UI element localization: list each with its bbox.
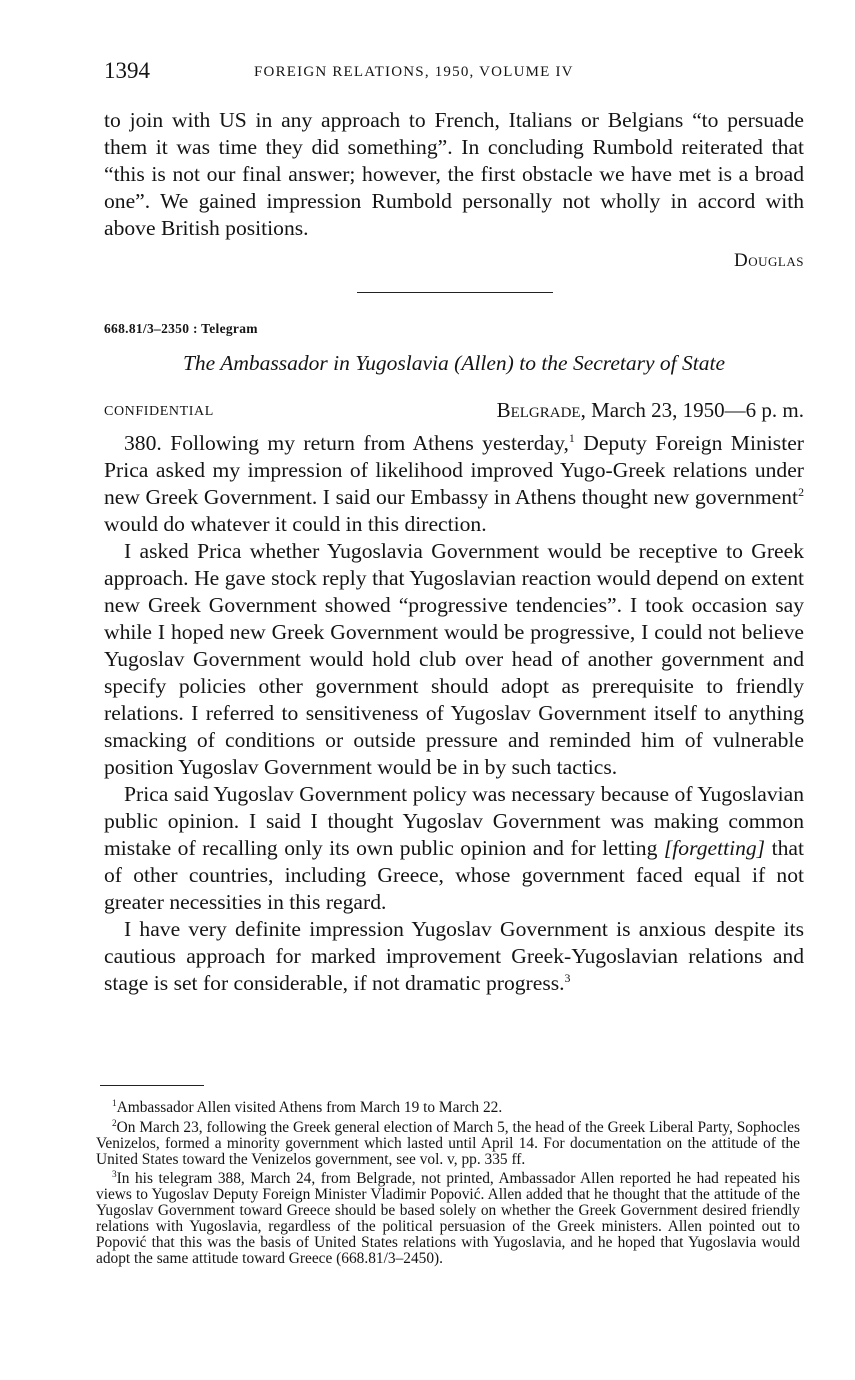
document-title: The Ambassador in Yugoslavia (Allen) to the Secretary of State [182,351,726,375]
file-number: 668.81/3–2350 : Telegram [104,321,258,336]
telegram-body [104,430,804,997]
footnote [96,1167,800,1266]
paragraph-3-text-a: Prica said Yugoslav Government policy was necessary because of Yugoslavian public opinion. I said I thought Yugoslav Government was making common mistake of recalling only its own public opinion and for letting [104,782,804,860]
page-number: 1394 [104,58,150,83]
paragraph-1-text-b: Deputy Foreign Minister Prica asked my impression of likelihood improved Yugo-Greek relations under new Greek Government. I said our Embassy in Athens thought new government [104,431,804,509]
footnote [96,1116,800,1168]
footnote-ref-2: 2 [798,484,804,499]
paragraph-1-text-c: would do whatever it could in this direction. [104,512,487,536]
footnote-marker: 2 [112,1117,117,1128]
footnote-marker: 3 [112,1169,117,1180]
editorial-insertion: [forgetting] [663,836,766,860]
paragraph-2: I asked Prica whether Yugoslavia Government would be receptive to Greek approach. He gave stock reply that Yugoslavian reaction would depend on extent new Greek Government showed “progressive tendencies”. I took occasion say while I hoped new Greek Government would be progressive, I could not believe Yugoslav Government would hold club over head of another government and specify policies other government should adopt as prerequisite to friendly relations. I referred to sensitiveness of Yugoslav Government itself to anything smacking of conditions or outside pressure and reminded him of vulnerable position Yugoslav Government would be in by such tactics. [104,539,804,779]
dateline-place: Belgrade, [496,398,586,422]
footnote [96,1096,800,1116]
footnote-text: In his telegram 388, March 24, from Belgrade, not printed, Ambassador Allen reported he had repeated his views to Yugoslav Deputy Foreign Minister Vladimir Popović. Allen added that he thought that the attitude of the Yugoslav Government toward Greece should be based solely on whether the Greek Government desired friendly relations with Yugoslavia, regardless of the political persuasion of the Greek ministers. Allen pointed out to Popović that this was the basis of United States relations with Yugoslavia, and he hoped that Yugoslavia would adopt the same attitude toward Greece (668.81/3–2450). [96,1170,800,1267]
continuation-block [104,107,804,242]
footnote-text: Ambassador Allen visited Athens from March 19 to March 22. [116,1099,503,1117]
classification: CONFIDENTIAL [104,404,214,419]
section-divider [357,292,553,293]
signature: Douglas [734,250,804,271]
footnote-marker: 1 [112,1098,117,1108]
paragraph-1 [104,430,804,538]
footnote-ref-1: 1 [568,430,575,445]
continuation-paragraph: to join with US in any approach to French, Italians or Belgians “to persuade them it was time they did something”. In concluding Rumbold reiterated that “this is not our final answer; however, the first obstacle we have met is a broad one”. We gained impression Rumbold personally not wholly in accord with above British positions. [104,108,804,240]
paragraph-3-text-b: that of other countries, including Greece, whose government faced equal if not greater necessities in this regard. [104,836,804,914]
page-header [104,58,804,88]
paragraph-4 [104,916,804,997]
footnote-rule [100,1085,204,1086]
dateline-date: March 23, 1950—6 p. m. [591,398,804,422]
paragraph-1-text-a: 380. Following my return from Athens yesterday, [124,431,569,455]
running-head: FOREIGN RELATIONS, 1950, VOLUME IV [254,64,574,80]
footnotes [96,1096,800,1266]
paragraph-4-text: I have very definite impression Yugoslav Government is anxious despite its cautious approach for marked improvement Greek-Yugoslavian relations and stage is set for considerable, if not dramatic progress. [104,917,804,995]
footnote-ref-3: 3 [564,970,571,985]
footnote-text: On March 23, following the Greek general election of March 5, the head of the Greek Liberal Party, Sophocles Venizelos, formed a minority government which lasted until April 14. For documentation on the attitude of the United States toward the Venizelos government, see vol. v, pp. 335 ff. [96,1119,800,1168]
paragraph-3 [104,781,804,916]
dateline [497,398,804,423]
